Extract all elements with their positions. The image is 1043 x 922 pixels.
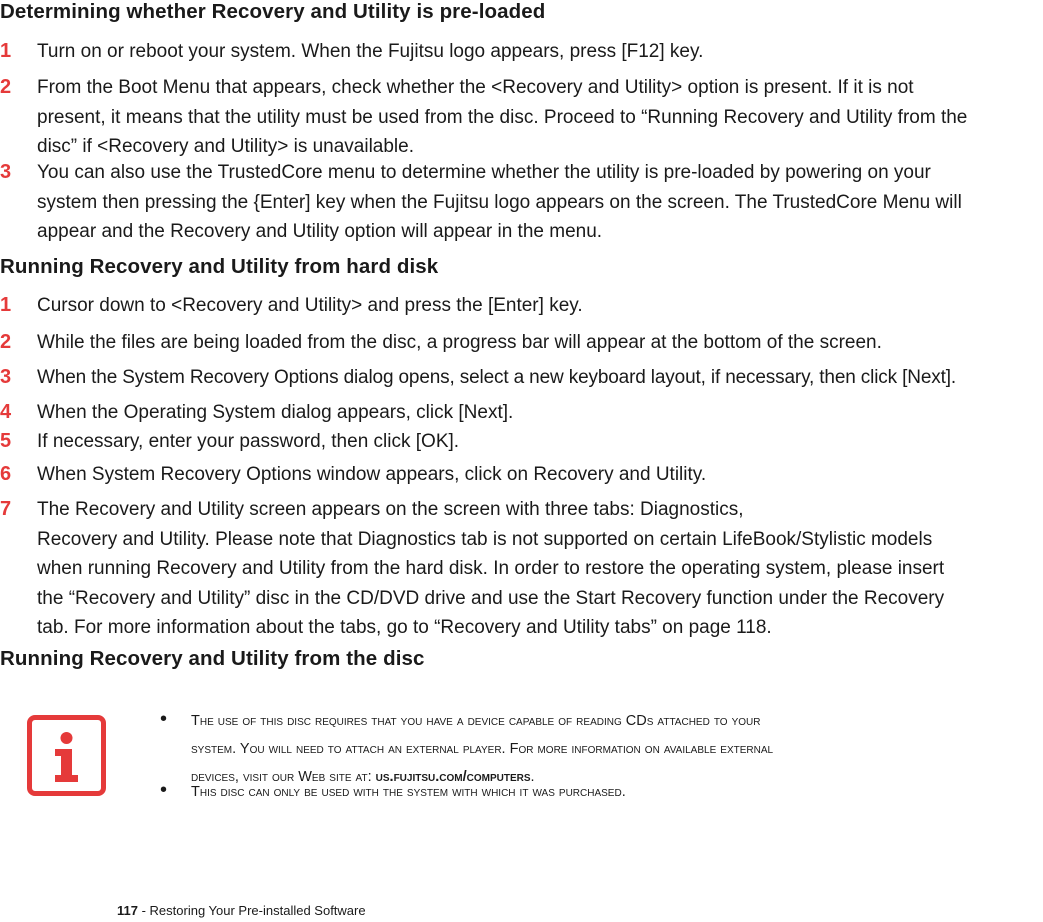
step-text: While the files are being loaded from the disc, a progress bar will appear at the bottom of the screen. [37,332,882,353]
step-text: If necessary, enter your password, then click [OK]. [37,431,460,452]
step-number: 2 [0,331,12,353]
notice-text: The use of this disc requires that you have a device capable of reading CDs attached to your system. You will need to attach an external player. For more information on available external devices, visit our Web site at: us.fujitsu.com/computers. [191,713,774,785]
step-text: When the Operating System dialog appears, click [Next]. [37,402,514,423]
bullet-icon: • [160,708,168,730]
notice-text: This disc can only be used with the system with which it was purchased. [191,784,626,800]
footer-title: - Restoring Your Pre-installed Software [137,903,366,918]
section-heading-hard-disk: Running Recovery and Utility from hard disk [0,255,439,278]
fujitsu-computers-link[interactable]: us.fujitsu.com/computers [375,769,531,785]
step-number: 3 [0,366,12,388]
step-text: When the System Recovery Options dialog opens, select a new keyboard layout, if necessary, then click [Next]. [37,367,956,388]
info-glyph [32,720,101,791]
step-text: You can also use the TrustedCore menu to determine whether the utility is pre-loaded by powering on your system then pressing the {Enter] key when the Fujitsu logo appears on the screen. The TrustedCore Menu will appear and the Recovery and Utility option will appear in the menu. [37,162,962,242]
page-footer [117,903,366,918]
step-number: 3 [0,161,12,183]
step-text: From the Boot Menu that appears, check whether the <Recovery and Utility> option is present. If it is not present, it means that the utility must be used from the disc. Proceed to “Running Recovery and Utility from the disc” if <Recovery and Utility> is unavailable. [37,77,968,157]
step-number: 1 [0,40,12,62]
step-text: Cursor down to <Recovery and Utility> and press the [Enter] key. [37,295,583,316]
step-text: Turn on or reboot your system. When the Fujitsu logo appears, press [F12] key. [37,41,704,62]
step-number: 1 [0,294,12,316]
step-text: The Recovery and Utility screen appears on the screen with three tabs: Diagnostics, Recovery and Utility. Please note that Diagnostics tab is not supported on certain LifeBook/Stylistic models when running Recovery and Utility from the hard disk. In order to restore the operating system, please insert the “Recovery and Utility” disc in the CD/DVD drive and use the Start Recovery function under the Recovery tab. For more information about the tabs, go to “Recovery and Utility tabs” on page 118. [37,499,945,638]
info-icon [27,715,106,796]
step-number: 7 [0,498,12,520]
bullet-icon: • [160,779,168,801]
step-number: 5 [0,430,12,452]
step-number: 6 [0,463,12,485]
step-text: When System Recovery Options window appears, click on Recovery and Utility. [37,464,707,485]
step-number: 2 [0,76,12,98]
section-heading-preloaded: Determining whether Recovery and Utility is pre-loaded [0,0,546,23]
section-heading-disc: Running Recovery and Utility from the disc [0,647,425,670]
step-number: 4 [0,401,12,423]
page-number: 117 [117,903,138,918]
